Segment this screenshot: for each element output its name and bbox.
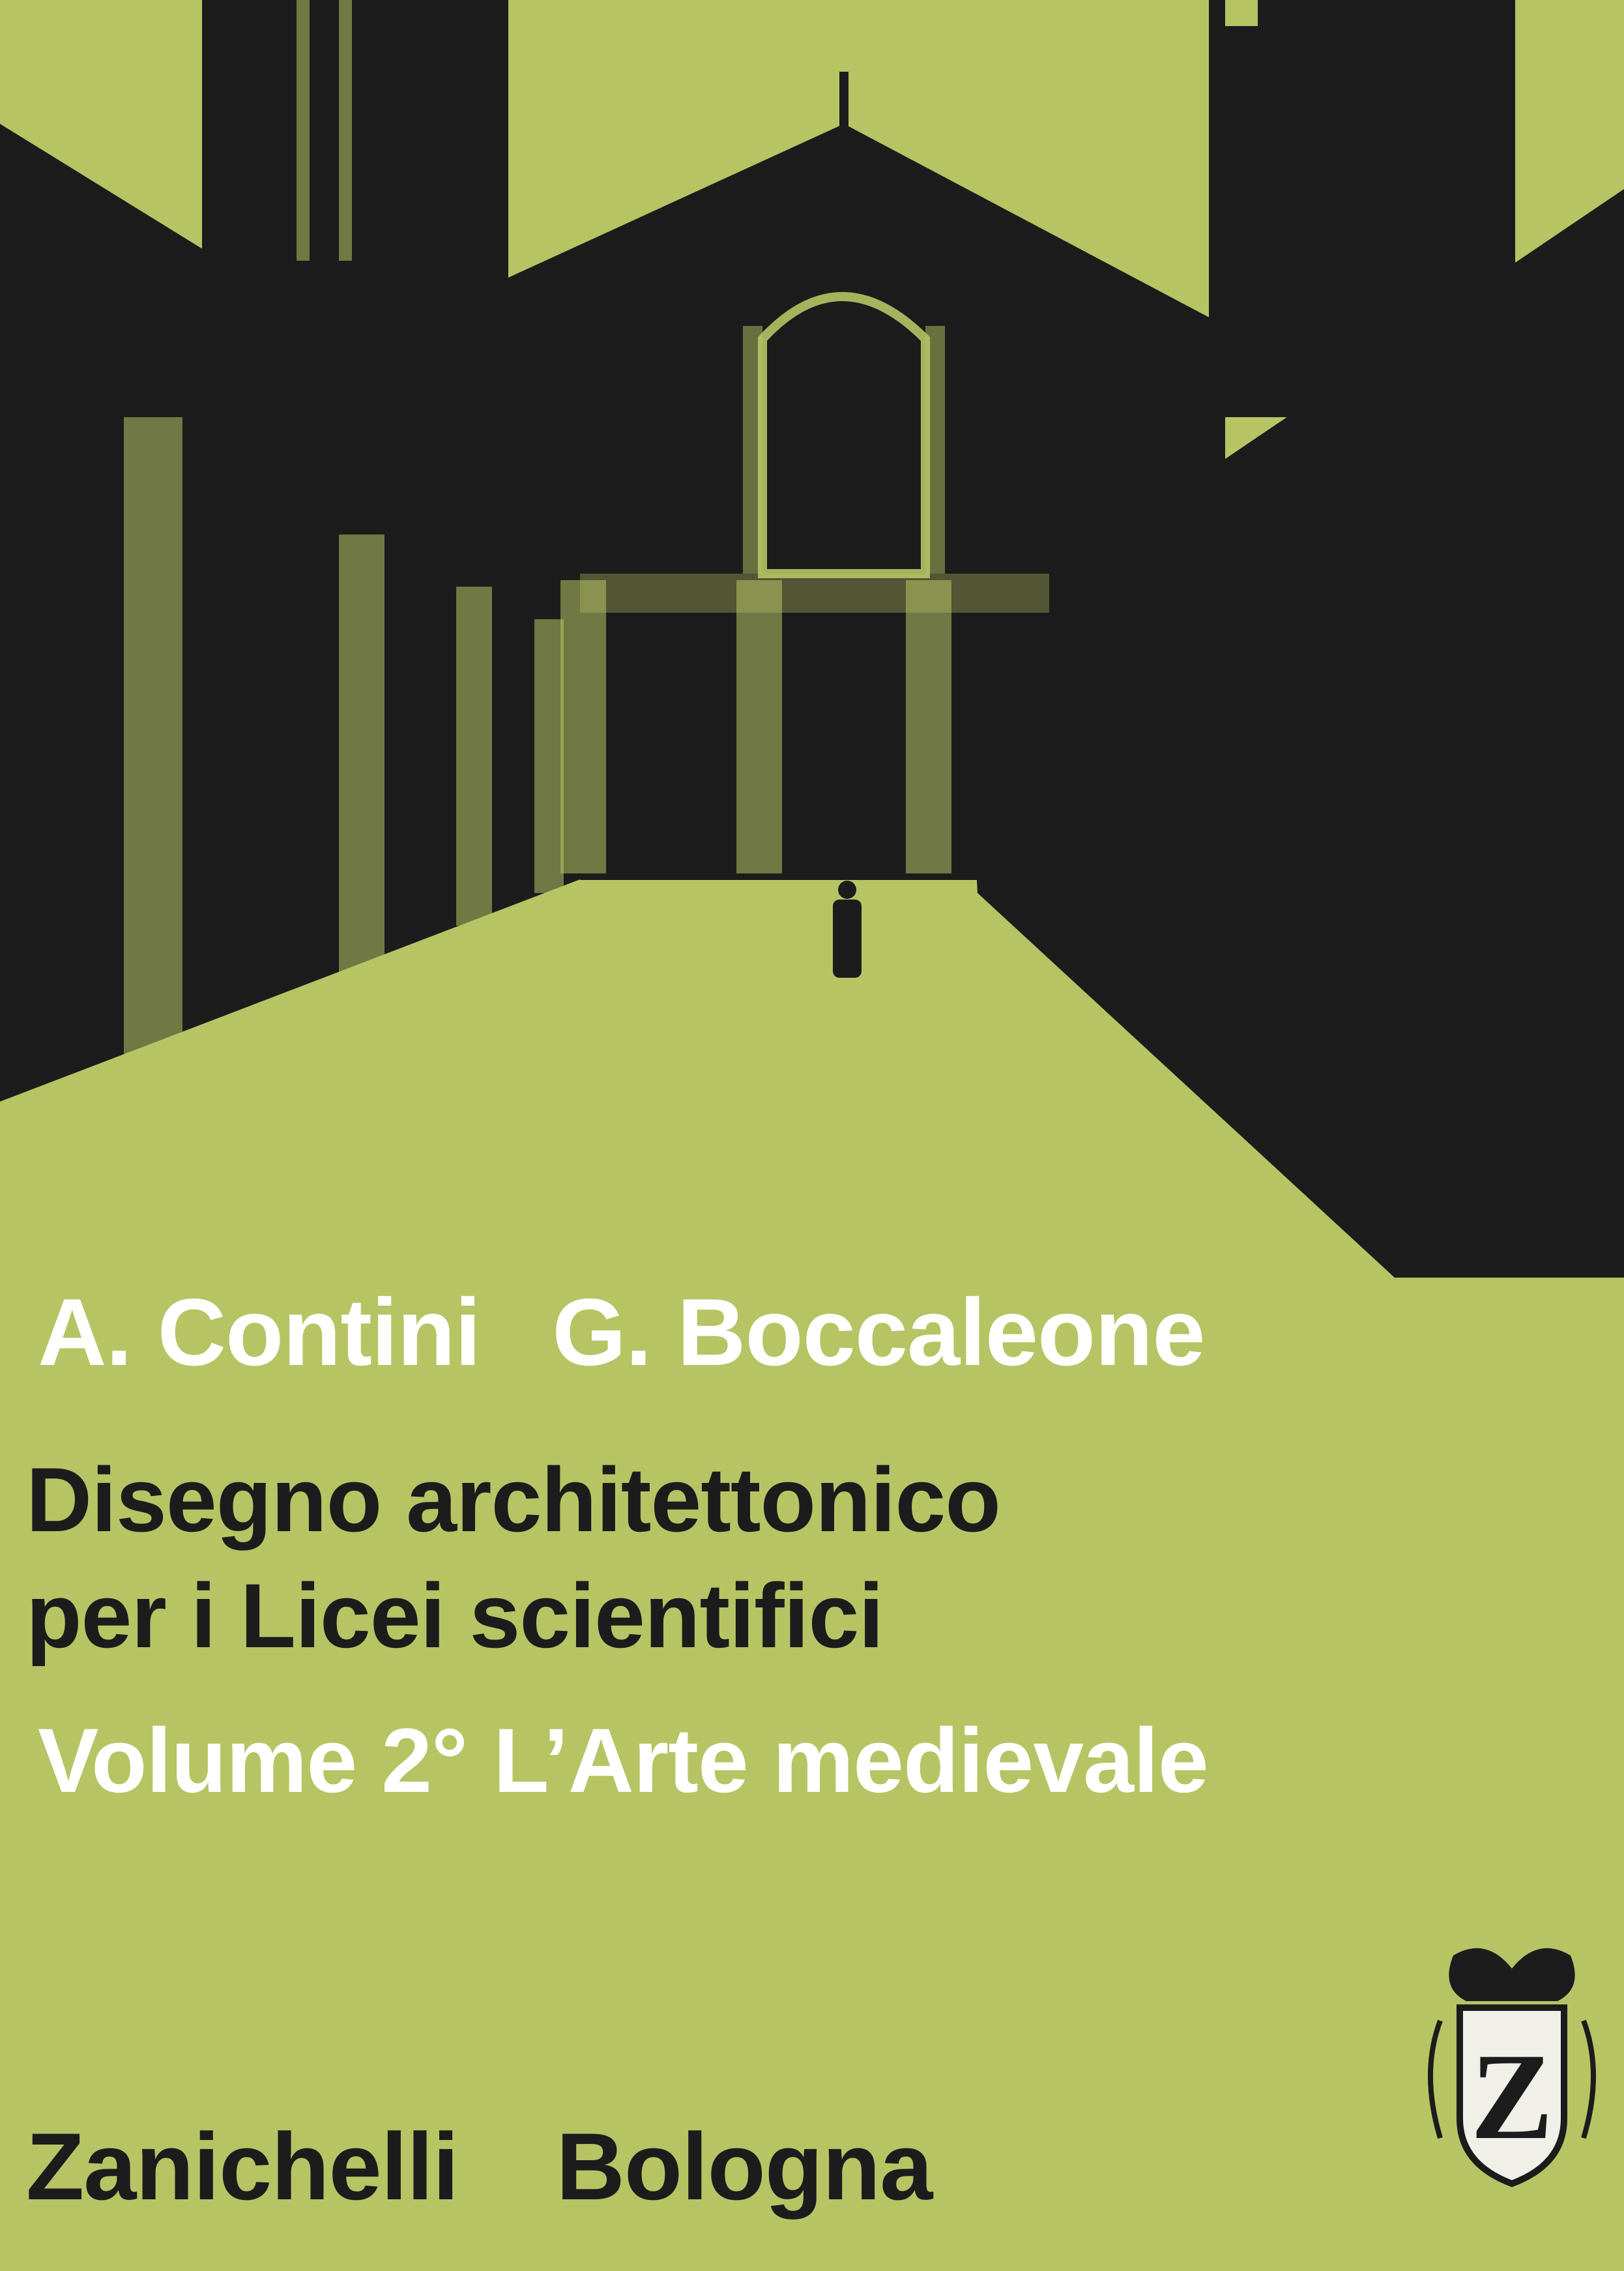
publisher-city: Bologna bbox=[556, 2113, 933, 2220]
volume-subtitle: L’Arte medievale bbox=[493, 1709, 1208, 1811]
author-1: A. Contini bbox=[38, 1279, 481, 1385]
publisher-name: Zanichelli bbox=[26, 2113, 459, 2220]
title-line-1: Disegno architettonico bbox=[26, 1448, 1000, 1551]
publisher-line bbox=[26, 2112, 932, 2221]
title-line-2: per i Licei scientifici bbox=[26, 1564, 884, 1667]
emblem-letter: Z bbox=[1470, 2029, 1554, 2165]
author-2: G. Boccaleone bbox=[552, 1279, 1205, 1385]
publisher-crest-icon bbox=[1414, 1942, 1610, 2190]
authors bbox=[38, 1278, 1205, 1387]
volume-number: Volume 2° bbox=[38, 1709, 468, 1811]
volume-line bbox=[38, 1708, 1208, 1813]
